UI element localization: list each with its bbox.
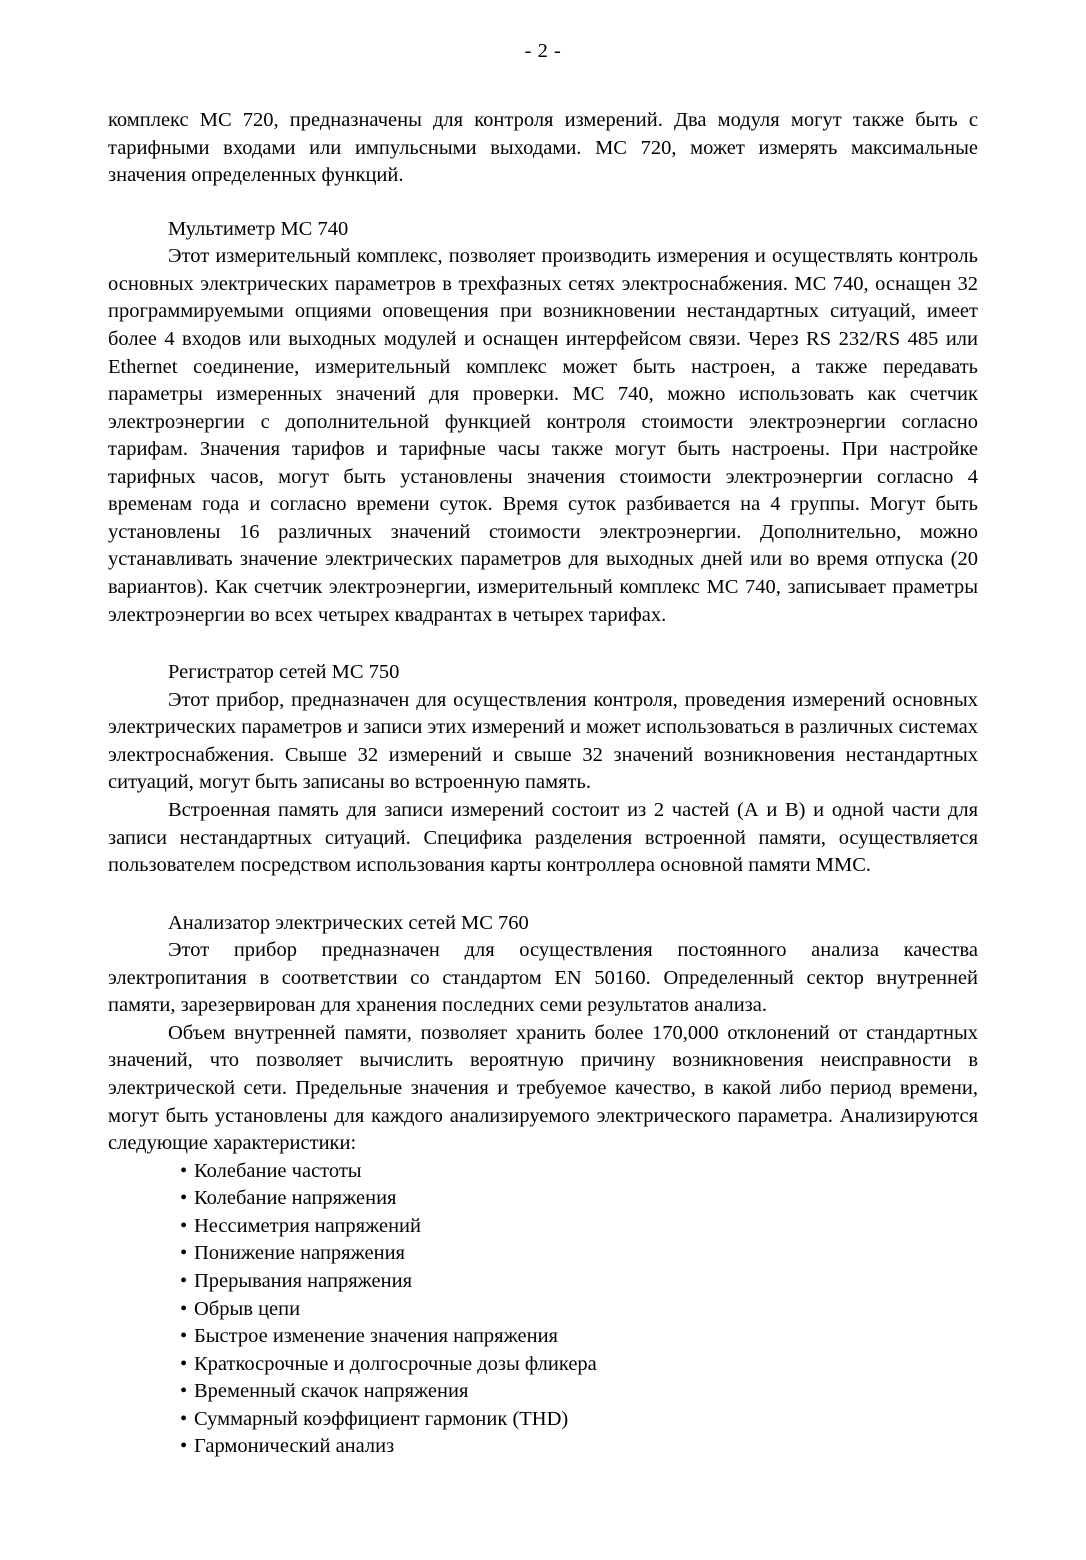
list-item xyxy=(108,1213,978,1241)
list-item xyxy=(108,1323,978,1351)
list-item-label: Нессиметрия напряжений xyxy=(194,1214,421,1237)
list-item-label: Понижение напряжения xyxy=(194,1242,405,1265)
list-item-label: Суммарный коэффициент гармоник (THD) xyxy=(194,1407,569,1430)
heading-mc750: Регистратор сетей МС 750 xyxy=(168,661,400,684)
spacer xyxy=(108,880,978,910)
list-item xyxy=(108,1240,978,1268)
list-item-label: Быстрое изменение значения напряжения xyxy=(194,1325,558,1348)
list-item-label: Краткосрочные и долгосрочные дозы фликера xyxy=(194,1352,597,1375)
bullet-icon: • xyxy=(180,1187,188,1210)
bullet-icon: • xyxy=(180,1214,188,1237)
list-item xyxy=(108,1296,978,1324)
paragraph-mc740: Этот измерительный комплекс, позволяет производить измерения и осуществлять контроль основных электрических параметров в трехфазных сетях электроснабжения. МС 740, оснащен 32 программируемыми опциями оповещения при возникновении нестандартных ситуаций, имеет более 4 входов или выходных модулей и оснащен интерфейсом связи. Через RS 232/RS 485 или Ethernet соединение, измерительный комплекс может быть настроен, а также передавать параметры измеренных значений для проверки. МС 740, можно использовать как счетчик электроэнергии с дополнительной функцией контроля стоимости электроэнергии согласно тарифам. Значения тарифов и тарифные часы также могут быть настроены. При настройке тарифных часов, могут быть установлены значения стоимости электроэнергии согласно 4 временам года и согласно времени суток. Время суток разбивается на 4 группы. Могут быть установлены 16 различных значений стоимости электроэнергии. Дополнительно, можно устанавливать значение электрических параметров для выходных дней или во время отпуска (20 вариантов). Как счетчик электроэнергии, измерительный комплекс МС 740, записывает праметры электроэнергии во всех четырех квадрантах в четырех тарифах. xyxy=(108,245,978,626)
list-item xyxy=(108,1406,978,1434)
paragraph-mc760-1: Этот прибор предназначен для осуществления постоянного анализа качества электропитания в соответствии со стандартом EN 50160. Определенный сектор внутренней памяти, зарезервирован для хранения последних семи результатов анализа. xyxy=(108,939,978,1017)
list-item-label: Колебание частоты xyxy=(194,1159,362,1182)
paragraph-intro: комплекс МС 720, предназначены для контроля измерений. Два модуля могут также быть с тарифными входами или импульсными выходами. МС 720, может измерять максимальные значения определенных функций. xyxy=(108,109,978,187)
list-item-label: Гармонический анализ xyxy=(194,1435,395,1458)
heading-mc740: Мультиметр МС 740 xyxy=(168,217,349,240)
list-item xyxy=(108,1185,978,1213)
bullet-icon: • xyxy=(180,1380,188,1403)
bullet-icon: • xyxy=(180,1325,188,1348)
paragraph-mc750-1: Этот прибор, предназначен для осуществления контроля, проведения измерений основных электрических параметров и записи этих измерений и может использоваться в различных системах электроснабжения. Свыше 32 измерений и свыше 32 значений возникновения нестандартных ситуаций, могут быть записаны во встроенную память. xyxy=(108,688,978,794)
paragraph-mc760-2: Объем внутренней памяти, позволяет хранить более 170,000 отклонений от стандартных значений, что позволяет вычислить вероятную причину возникновения неисправности в электрической сети. Предельные значения и требуемое качество, в какой либо период времени, могут быть установлены для каждого анализируемого электрического параметра. Анализируются следующие характеристики: xyxy=(108,1021,978,1155)
spacer xyxy=(108,629,978,659)
list-item-label: Временный скачок напряжения xyxy=(194,1380,469,1403)
characteristics-list xyxy=(108,1158,978,1461)
list-item xyxy=(108,1268,978,1296)
bullet-icon: • xyxy=(180,1269,188,1292)
bullet-icon: • xyxy=(180,1407,188,1430)
page-number: - 2 - xyxy=(524,40,562,62)
bullet-icon: • xyxy=(180,1242,188,1265)
list-item-label: Колебание напряжения xyxy=(194,1187,397,1210)
list-item xyxy=(108,1158,978,1186)
list-item xyxy=(108,1378,978,1406)
spacer xyxy=(108,190,978,216)
list-item-label: Прерывания напряжения xyxy=(194,1269,412,1292)
list-item xyxy=(108,1351,978,1379)
list-item-label: Обрыв цепи xyxy=(194,1297,301,1320)
paragraph-mc750-2: Встроенная память для записи измерений состоит из 2 частей (А и В) и одной части для записи нестандартных ситуаций. Специфика разделения встроенной памяти, осуществляется пользователем посредством использования карты контроллера основной памяти ММС. xyxy=(108,798,978,877)
heading-mc760: Анализатор электрических сетей МС 760 xyxy=(168,911,529,934)
bullet-icon: • xyxy=(180,1297,188,1320)
bullet-icon: • xyxy=(180,1352,188,1375)
list-item xyxy=(108,1433,978,1461)
bullet-icon: • xyxy=(180,1159,188,1182)
bullet-icon: • xyxy=(180,1435,188,1458)
